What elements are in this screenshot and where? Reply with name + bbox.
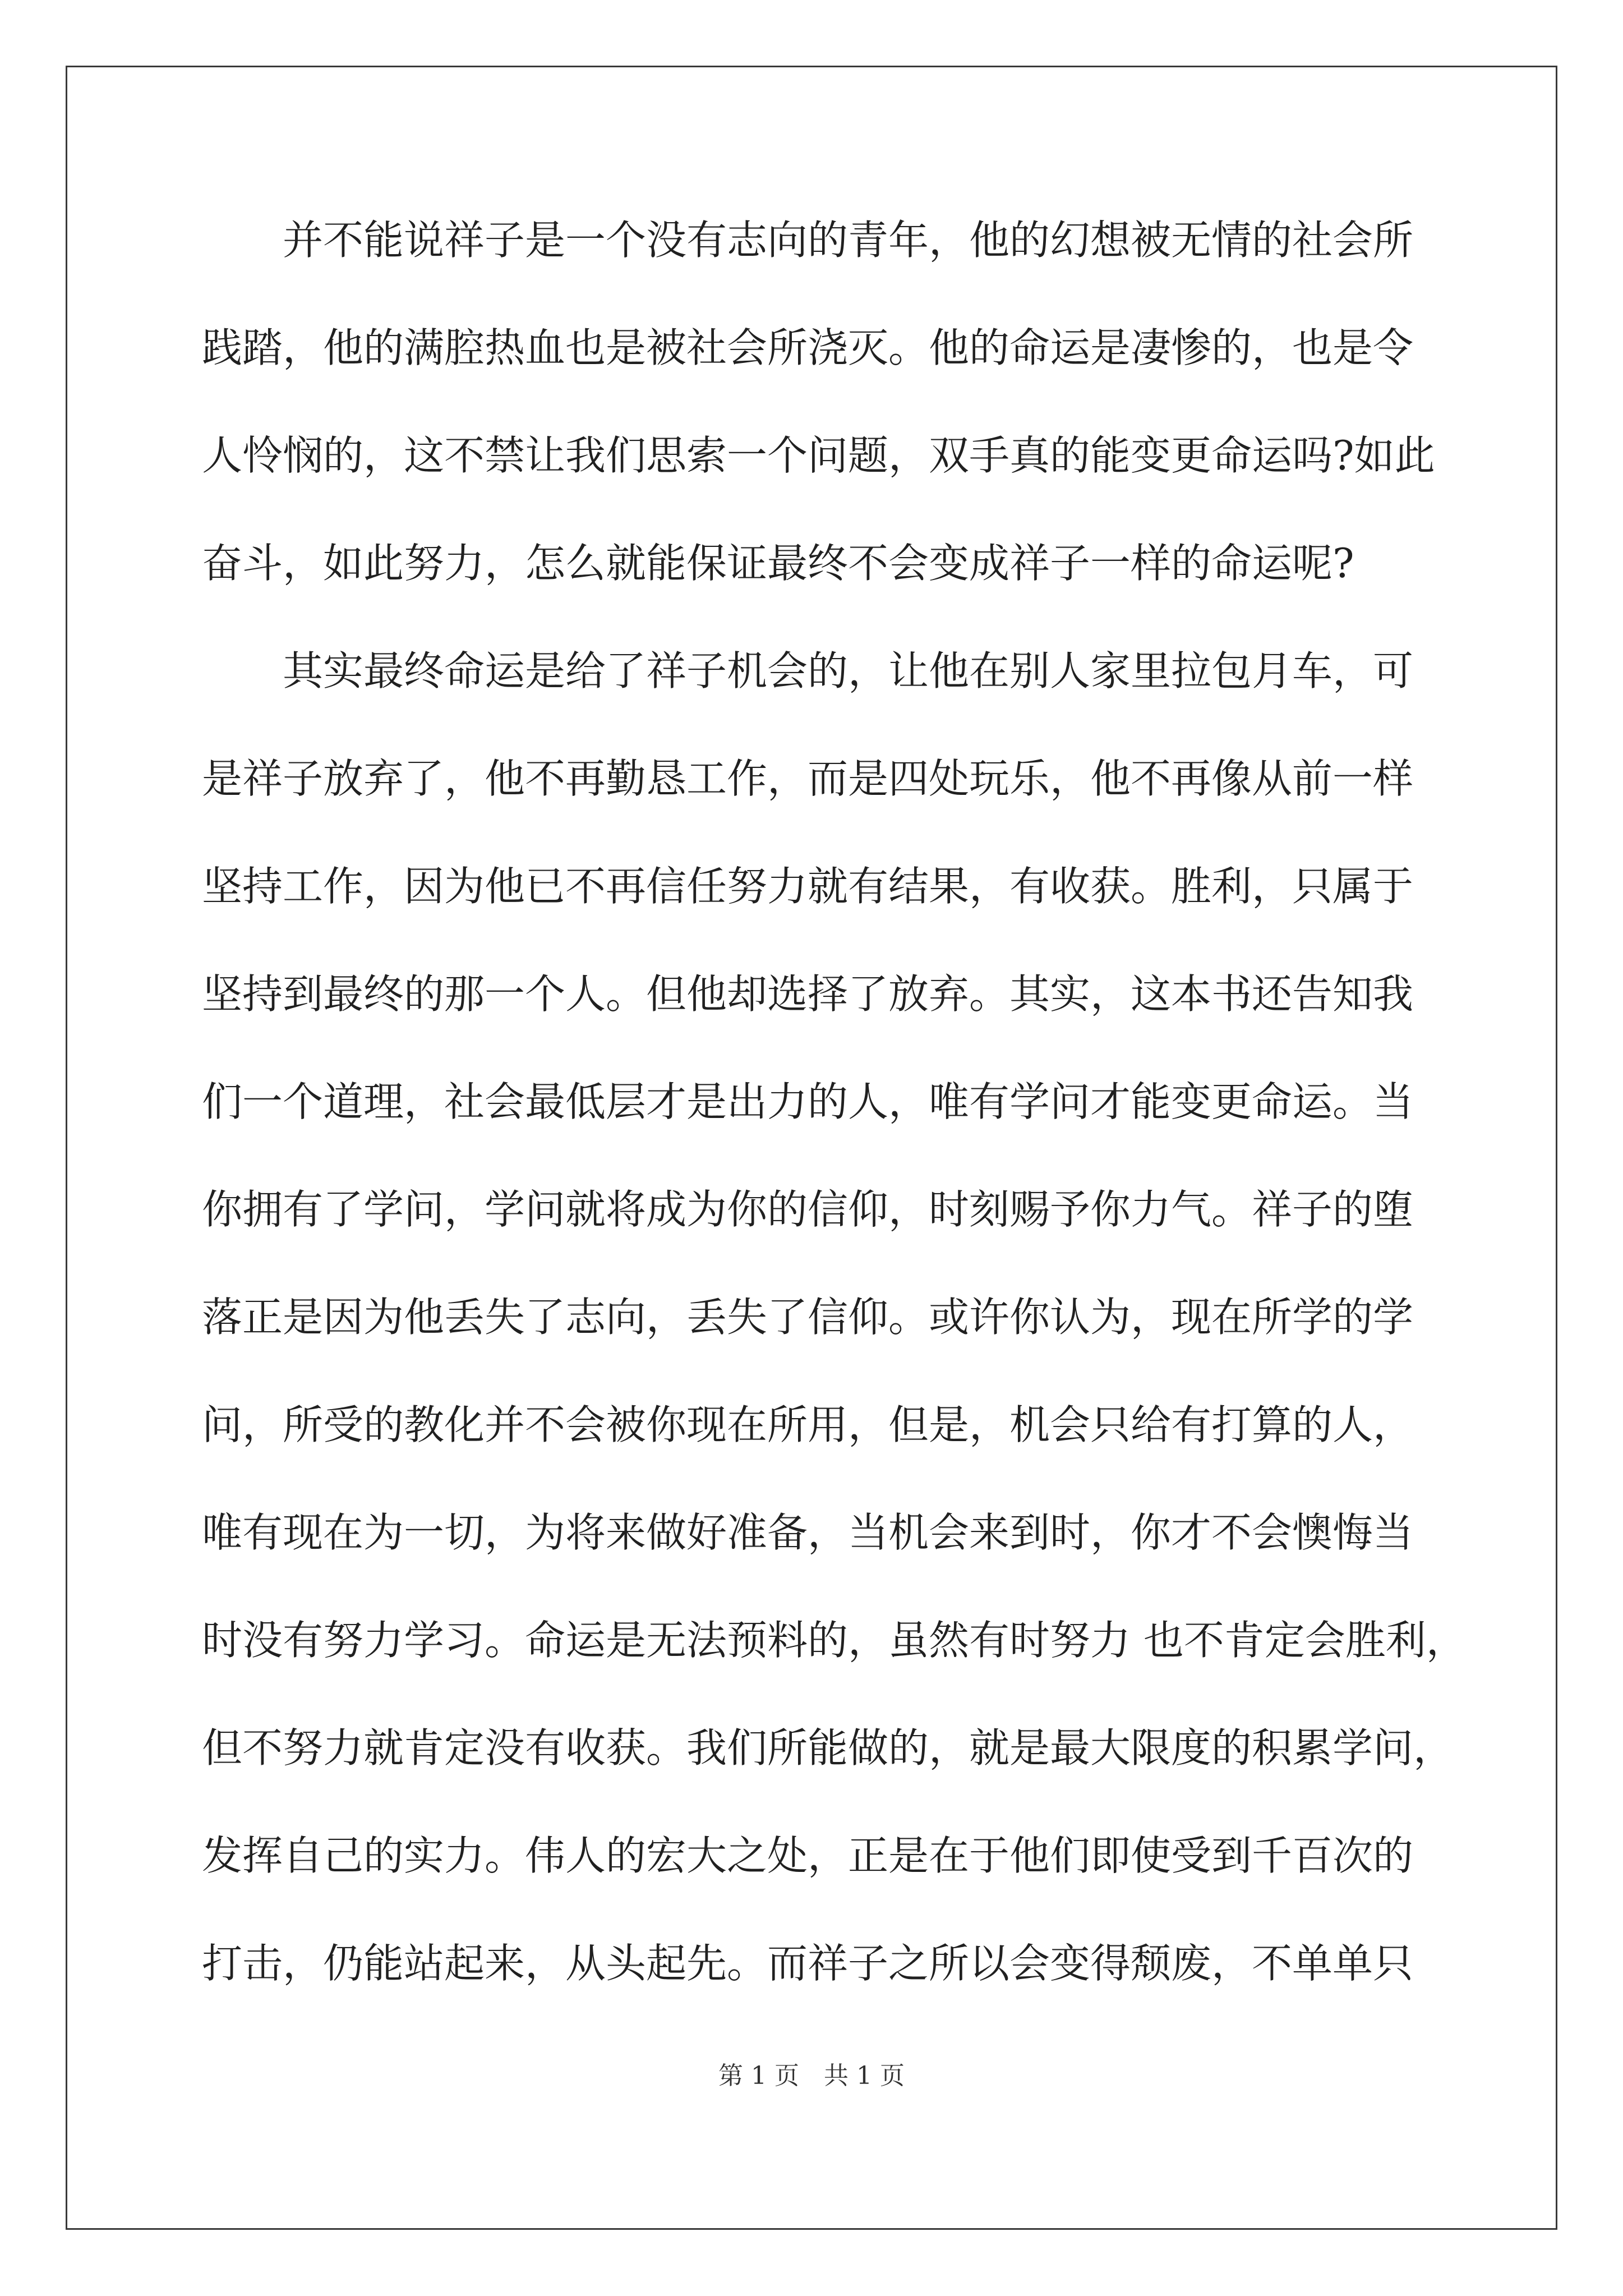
paragraph-2-line-4: 坚持到最终的那一个人。但他却选择了放弃。其实，这本书还告知我 <box>202 970 1414 1018</box>
paragraph-2-line-5: 们一个道理，社会最低层才是出力的人，唯有学问才能变更命运。当 <box>202 1078 1414 1125</box>
paragraph-1-line-1: 并不能说祥子是一个没有志向的青年，他的幻想被无情的社会所 <box>283 217 1414 264</box>
paragraph-2-line-6: 你拥有了学问，学问就将成为你的信仰，时刻赐予你力气。祥子的堕 <box>202 1186 1414 1233</box>
paragraph-1-line-3: 人怜悯的，这不禁让我们思索一个问题，双手真的能变更命运吗?如此 <box>202 432 1435 479</box>
paragraph-2-line-9: 唯有现在为一切，为将来做好准备，当机会来到时，你才不会懊悔当 <box>202 1509 1414 1556</box>
paragraph-2-line-1: 其实最终命运是给了祥子机会的，让他在别人家里拉包月车，可 <box>283 647 1414 694</box>
paragraph-2-line-10: 时没有努力学习。命运是无法预料的，虽然有时努力 也不肯定会胜利， <box>202 1617 1467 1664</box>
paragraph-2-line-11: 但不努力就肯定没有收获。我们所能做的，就是最大限度的积累学问， <box>202 1724 1454 1772</box>
paragraph-2-line-12: 发挥自己的实力。伟人的宏大之处，正是在于他们即使受到千百次的 <box>202 1832 1414 1879</box>
paragraph-2-line-7: 落正是因为他丢失了志向，丢失了信仰。或许你认为，现在所学的学 <box>202 1294 1414 1341</box>
paragraph-2-line-3: 坚持工作，因为他已不再信任努力就有结果，有收获。胜利，只属于 <box>202 863 1414 910</box>
paragraph-1-line-4: 奋斗，如此努力，怎么就能保证最终不会变成祥子一样的命运呢? <box>202 540 1354 587</box>
page-number-footer: 第 1 页 共 1 页 <box>718 2062 905 2090</box>
paragraph-2-line-2: 是祥子放弃了，他不再勤恳工作，而是四处玩乐，他不再像从前一样 <box>202 755 1414 802</box>
paragraph-2-line-13: 打击，仍能站起来，从头起先。而祥子之所以会变得颓废，不单单只 <box>202 1940 1414 1987</box>
page-border <box>66 66 1557 2230</box>
paragraph-1-line-2: 践踏，他的满腔热血也是被社会所浇灭。他的命运是凄惨的，也是令 <box>202 324 1414 371</box>
paragraph-2-line-8: 问，所受的教化并不会被你现在所用，但是，机会只给有打算的人， <box>202 1401 1414 1448</box>
